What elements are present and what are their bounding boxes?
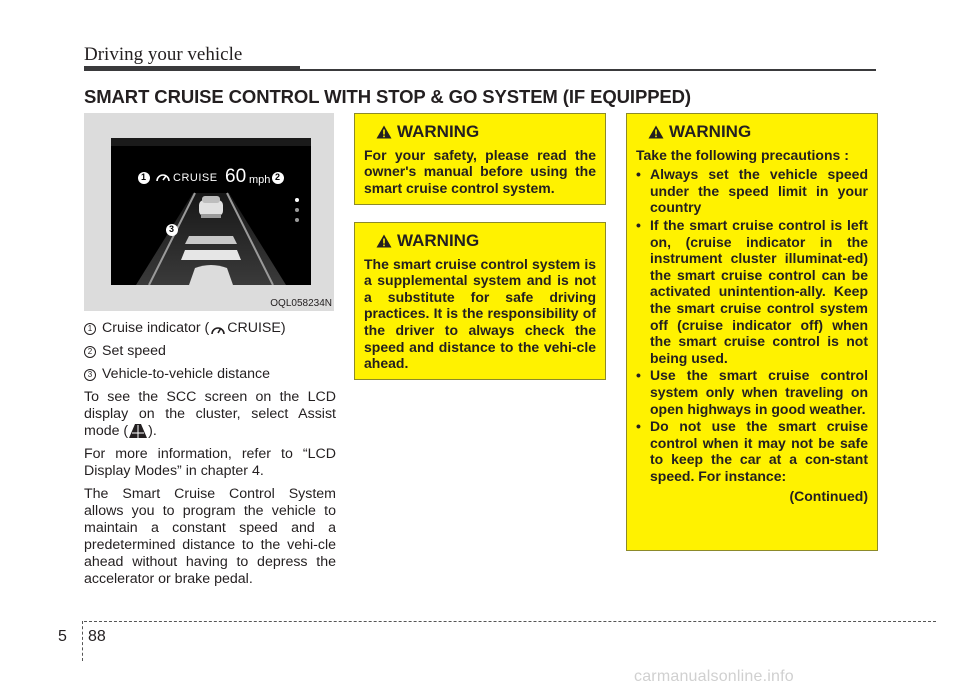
warning-triangle-icon [648, 125, 664, 139]
warning-box-3 [626, 113, 878, 551]
warning-heading [364, 233, 596, 250]
warning-body: For your safety, please read the owner's manual before using the smart cruise control system. [364, 146, 596, 196]
callout-1-number: 1 [141, 172, 147, 182]
watermark: carmanualsonline.info [634, 668, 794, 685]
warning-bullet-text: If the smart cruise control is left on, (cruise indicator in the instrument cluster illuminat-ed) the smart cruise control can be activated unintention-ally. Keep the smart cruise control system off (cruise indicator off) when the smart cruise control is not being used. [650, 216, 868, 366]
distance-bar [185, 236, 237, 244]
callout-3-number: 3 [169, 224, 175, 234]
header-rule-thin [300, 69, 876, 71]
warning-title: WARNING [397, 231, 480, 250]
cluster-figure [84, 113, 334, 311]
warning-body: The smart cruise control system is a supplemental system and is not a substitute for safe driving practices. It is the responsibility of the driver to always check the speed and distance to the vehi-cle ahead. [364, 255, 596, 372]
warning-bullet-text: Do not use the smart cruise control when it may not be safe to keep the car at a con-stant speed. For instance: [650, 418, 868, 484]
legend-number: 1 [84, 323, 96, 335]
paragraph-scc-screen [84, 389, 336, 440]
cluster-speed-unit: mph [249, 174, 271, 186]
legend-text: Set speed [102, 343, 166, 359]
warning-bullet: • Use the smart cruise control system only when traveling on open highways in good weather. [636, 367, 868, 417]
callout-2-number: 2 [275, 172, 281, 182]
legend-text: Cruise indicator ( [102, 320, 210, 336]
distance-bar [181, 250, 241, 260]
assist-mode-icon [128, 423, 148, 439]
warning-heading [364, 124, 596, 141]
running-head: Driving your vehicle [84, 44, 243, 65]
warning-bullet: • Do not use the smart cruise control when it may not be safe to keep the car at a con-stant speed. For instance: [636, 418, 868, 484]
legend-number: 3 [84, 369, 96, 381]
page-number: 88 [88, 628, 106, 645]
warning-bullet: • If the smart cruise control is left on, (cruise indicator in the instrument cluster illuminat-ed) the smart cruise control can be activated unintention-ally. Keep the smart cruise control system off (cruise indicator off) when the smart cruise control is not being used. [636, 216, 868, 366]
footer-rule [84, 621, 936, 622]
paragraph-scc-description: The Smart Cruise Control System allows you to program the vehicle to maintain a constant speed and a predetermined distance to the vehi-cle ahead without having to depress the accelerator or brake pedal. [84, 486, 336, 587]
cluster-illustration [111, 138, 311, 285]
header-rule-thick [84, 66, 300, 71]
own-car-icon [189, 265, 233, 285]
warning-heading [636, 124, 868, 141]
warning-bullet-text: Use the smart cruise control system only when traveling on open highways in good weather. [650, 367, 868, 417]
body-column-left [84, 320, 336, 594]
cruise-indicator-icon [210, 322, 226, 336]
legend-item-1 [84, 320, 336, 337]
warning-bullet-text: Always set the vehicle speed under the speed limit in your country [650, 166, 868, 216]
paragraph-more-info: For more information, refer to “LCD Display Modes” in chapter 4. [84, 446, 336, 479]
paragraph-text: To see the SCC screen on the LCD display on the cluster, select Assist mode ( [84, 389, 336, 439]
legend-text: Vehicle-to-vehicle distance [102, 366, 270, 382]
page-section-number: 5 [58, 628, 67, 645]
cluster-cruise-text: CRUISE [173, 172, 218, 184]
cruise-indicator-icon [157, 175, 169, 181]
warning-intro: Take the following precautions : [636, 146, 849, 163]
warning-title: WARNING [669, 122, 752, 141]
paragraph-text: ). [148, 423, 157, 439]
cluster-screen [111, 138, 311, 285]
cluster-speed-value: 60 [225, 166, 247, 187]
warning-title: WARNING [397, 122, 480, 141]
warning-triangle-icon [376, 234, 392, 248]
warning-bullet: • Always set the vehicle speed under the speed limit in your country [636, 166, 868, 216]
footer-divider [82, 621, 83, 661]
figure-code: OQL058234N [270, 298, 332, 309]
legend-item-2 [84, 343, 336, 360]
legend-text: CRUISE) [227, 320, 286, 336]
legend-item-3 [84, 366, 336, 383]
lead-car-icon [199, 196, 223, 218]
legend-number: 2 [84, 346, 96, 358]
warning-box-1 [354, 113, 606, 205]
warning-box-2 [354, 222, 606, 380]
warning-triangle-icon [376, 125, 392, 139]
continued-label: (Continued) [789, 488, 868, 505]
section-title: SMART CRUISE CONTROL WITH STOP & GO SYSTEM (IF EQUIPPED) [84, 86, 691, 107]
